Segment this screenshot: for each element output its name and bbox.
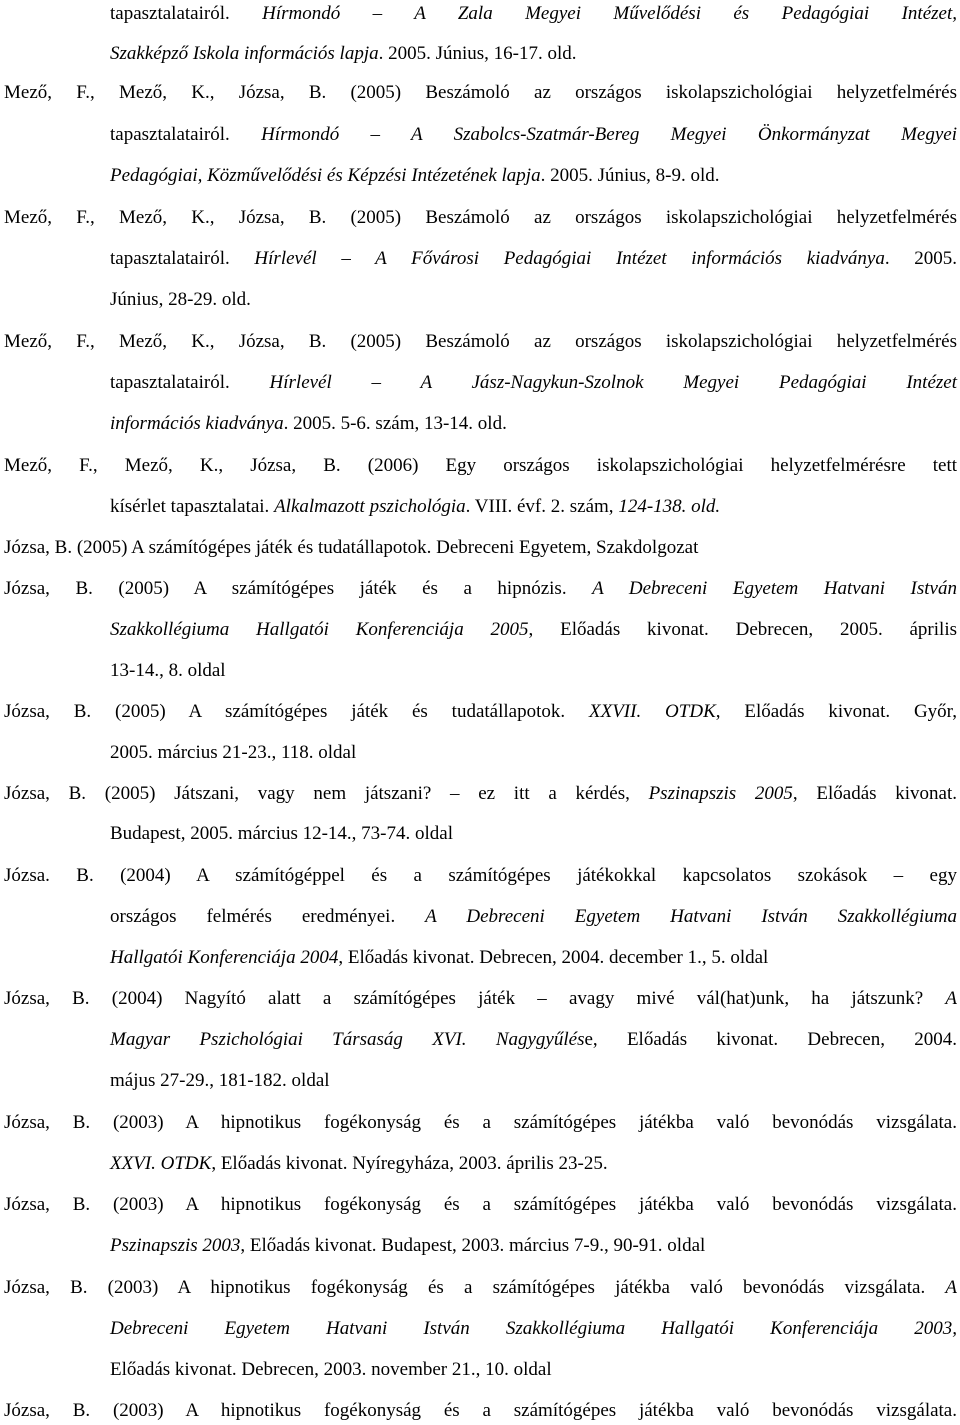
reference-line <box>4 454 957 478</box>
reference-italic-text: információs kiadványa <box>110 413 284 434</box>
reference-italic-text: Debreceni Egyetem Hatvani István Szakkollégiuma Hallgatói Konferenciája 2003, <box>110 1318 957 1339</box>
reference-italic-text: Pszinapszis 2005 <box>648 783 793 804</box>
reference-italic-text: Hírmondó – A Szabolcs-Szatmár-Bereg Megyei Önkormányzat Megyei <box>261 124 957 145</box>
reference-italic-text: Pedagógiai, Közművelődési és Képzési Intézetének lapja <box>110 165 541 186</box>
reference-text: Józsa, B. (2003) A hipnotikus fogékonyság és a számítógépes játékba való bevonódás vizsgálata. <box>4 1277 946 1298</box>
reference-line <box>110 412 507 436</box>
reference-text: , Előadás kivonat. Debrecen, 2004. december 1., 5. oldal <box>338 947 769 968</box>
reference-text: , Előadás kivonat. Budapest, 2003. március 7-9., 90-91. oldal <box>240 1235 706 1256</box>
reference-italic-text: Szakképző Iskola információs lapja <box>110 43 379 64</box>
reference-italic-text: A <box>945 988 957 1009</box>
reference-line <box>110 1317 957 1341</box>
reference-italic-text: XXVII. OTDK <box>588 701 716 722</box>
reference-line <box>110 741 356 765</box>
reference-text: Mező, F., Mező, K., Józsa, B. (2005) Beszámoló az országos iskolapszichológiai helyzetfelmérés <box>4 207 957 228</box>
reference-italic-text: XXVI. OTDK <box>110 1153 212 1174</box>
reference-italic-text: Szakkollégiuma Hallgatói Konferenciája 2005 <box>110 619 529 640</box>
reference-italic-text: A <box>945 1277 957 1298</box>
reference-text: tapasztalatairól. <box>110 124 262 145</box>
reference-text: Mező, F., Mező, K., Józsa, B. (2005) Beszámoló az országos iskolapszichológiai helyzetfelmérés <box>4 331 957 352</box>
reference-line <box>4 81 957 105</box>
reference-text: e, Előadás kivonat. Debrecen, 2004. <box>584 1029 957 1050</box>
reference-line <box>4 536 698 560</box>
reference-line <box>110 659 226 683</box>
reference-italic-text: A Debreceni Egyetem Hatvani István <box>592 578 957 599</box>
reference-line <box>110 123 957 147</box>
reference-line <box>110 1358 552 1382</box>
reference-text: kísérlet tapasztalatai. <box>110 496 275 517</box>
reference-text: Józsa, B. (2005) A számítógépes játék és tudatállapotok. <box>4 701 589 722</box>
reference-line <box>4 864 957 888</box>
reference-italic-text: Alkalmazott pszichológia <box>274 496 466 517</box>
reference-italic-text: Hírmondó – A Zala Megyei Művelődési és Pedagógiai Intézet, <box>262 3 957 24</box>
reference-italic-text: Hírlevél – A Fővárosi Pedagógiai Intézet információs kiadványa <box>254 248 885 269</box>
reference-line <box>110 1234 705 1258</box>
reference-line <box>4 577 957 601</box>
reference-line <box>110 1028 957 1052</box>
reference-text: 2005. március 21-23., 118. oldal <box>110 742 357 763</box>
reference-text: . 2005. 5-6. szám, 13-14. old. <box>283 413 507 434</box>
reference-text: Józsa, B. (2005) Játszani, vagy nem játszani? – ez itt a kérdés, <box>4 783 649 804</box>
reference-line <box>4 782 957 806</box>
reference-text: Józsa, B. (2005) A számítógépes játék és tudatállapotok. Debreceni Egyetem, Szakdolgozat <box>4 537 699 558</box>
reference-text: május 27-29., 181-182. oldal <box>110 1070 330 1091</box>
reference-line <box>4 700 957 724</box>
reference-text: tapasztalatairól. <box>110 372 270 393</box>
reference-text: Budapest, 2005. március 12-14., 73-74. oldal <box>110 823 454 844</box>
reference-line <box>4 1276 957 1300</box>
reference-text: országos felmérés eredményei. <box>110 906 426 927</box>
reference-text: Június, 28-29. old. <box>110 289 251 310</box>
reference-text: tapasztalatairól. <box>110 248 255 269</box>
reference-line <box>110 288 251 312</box>
reference-line <box>110 371 957 395</box>
reference-text: Józsa, B. (2004) Nagyító alatt a számítógépes játék – avagy mivé vál(hat)unk, ha játszunk? <box>4 988 946 1009</box>
reference-text: , Előadás kivonat. Debrecen, 2005. április <box>528 619 957 640</box>
reference-italic-text: Pszinapszis 2003 <box>110 1235 241 1256</box>
reference-text: Józsa, B. (2003) A hipnotikus fogékonyság és a számítógépes játékba való bevonódás vizsgálata. <box>4 1194 957 1215</box>
reference-line <box>110 946 768 970</box>
reference-italic-text: Magyar Pszichológiai Társaság XVI. Nagygyűlés <box>110 1029 585 1050</box>
reference-line <box>110 495 720 519</box>
reference-italic-text: A Debreceni Egyetem Hatvani István Szakkollégiuma <box>425 906 957 927</box>
reference-text: Előadás kivonat. Debrecen, 2003. november 21., 10. oldal <box>110 1359 552 1380</box>
reference-line <box>110 618 957 642</box>
reference-text: 13-14., 8. oldal <box>110 660 226 681</box>
reference-line <box>110 164 720 188</box>
reference-text: Józsa, B. (2005) A számítógépes játék és a hipnózis. <box>4 578 593 599</box>
reference-line <box>4 1399 957 1423</box>
reference-text: , Előadás kivonat. Nyíregyháza, 2003. április 23-25. <box>211 1153 608 1174</box>
reference-line <box>110 1069 330 1093</box>
reference-text: , Előadás kivonat. <box>792 783 957 804</box>
reference-text: tapasztalatairól. <box>110 3 263 24</box>
reference-line <box>4 330 957 354</box>
reference-line <box>110 1152 608 1176</box>
reference-line <box>110 822 453 846</box>
reference-text: . VIII. évf. 2. szám, <box>465 496 619 517</box>
reference-text: . 2005. Június, 8-9. old. <box>540 165 720 186</box>
reference-text: Mező, F., Mező, K., Józsa, B. (2005) Beszámoló az országos iskolapszichológiai helyzetfelmérés <box>4 82 957 103</box>
reference-text: Józsa. B. (2004) A számítógéppel és a számítógépes játékokkal kapcsolatos szokások – egy <box>4 865 957 886</box>
reference-text: Mező, F., Mező, K., Józsa, B. (2006) Egy országos iskolapszichológiai helyzetfelmérésre tett <box>4 455 957 476</box>
reference-line <box>110 247 957 271</box>
reference-text: . 2005. <box>884 248 958 269</box>
reference-text: , Előadás kivonat. Győr, <box>715 701 957 722</box>
reference-text: . 2005. Június, 16-17. old. <box>378 43 577 64</box>
reference-italic-text: 124-138. old. <box>618 496 721 517</box>
reference-text: Józsa, B. (2003) A hipnotikus fogékonyság és a számítógépes játékba való bevonódás vizsgálata. <box>4 1400 957 1421</box>
reference-italic-text: Hallgatói Konferenciája 2004 <box>110 947 339 968</box>
reference-line <box>110 905 957 929</box>
reference-line <box>4 206 957 230</box>
reference-line <box>4 1193 957 1217</box>
reference-line <box>110 42 577 66</box>
reference-line <box>110 2 957 26</box>
reference-line <box>4 987 957 1011</box>
reference-line <box>4 1111 957 1135</box>
reference-italic-text: Hírlevél – A Jász-Nagykun-Szolnok Megyei Pedagógiai Intézet <box>269 372 957 393</box>
reference-text: Józsa, B. (2003) A hipnotikus fogékonyság és a számítógépes játékba való bevonódás vizsgálata. <box>4 1112 957 1133</box>
